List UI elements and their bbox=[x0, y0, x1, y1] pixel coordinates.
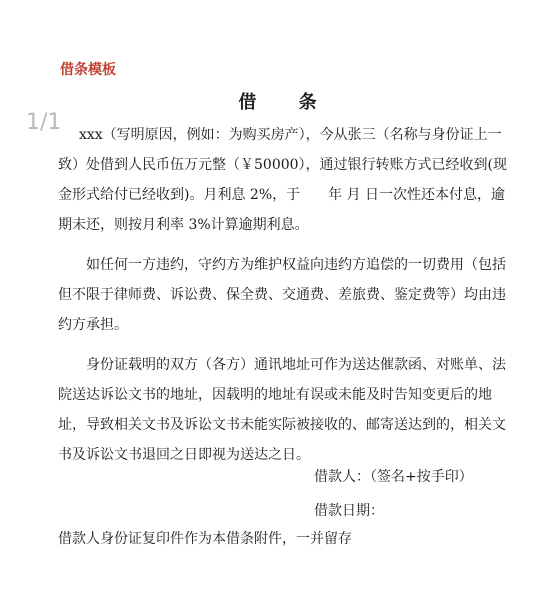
loan-date-line: 借款日期： bbox=[314, 503, 384, 519]
page-indicator: 1/1 bbox=[26, 110, 62, 135]
paragraph-service-address: 身份证载明的双方（各方）通讯地址可作为送达催款函、对账单、法院送达诉讼文书的地址，因载明的地址有误或未能及时告知变更后的地址，导致相关文书及诉讼文书未能实际被接收的、邮寄送达到的，相关文书及诉讼文书退回之日即视为送达之日。 bbox=[58, 357, 506, 463]
paragraph-loan-terms: xxx（写明原因，例如：为购买房产），今从张三（名称与身份证上一致）处借到人民币伍万元整（￥50000），通过银行转账方式已经收到(现金形式给付已经收到)。月利息 2%，于 年 月 日一次性还本付息，逾期未还，则按月利率 3%计算逾期利息。 bbox=[58, 127, 507, 233]
paragraph-breach: 如任何一方违约，守约方为维护权益向违约方追偿的一切费用（包括但不限于律师费、诉讼费、保全费、交通费、差旅费、鉴定费等）均由违约方承担。 bbox=[58, 257, 506, 333]
borrower-signature-line: 借款人：（签名+按手印） bbox=[314, 469, 473, 485]
template-label: 借条模板 bbox=[60, 62, 116, 78]
signature-block bbox=[314, 462, 534, 530]
document-body bbox=[58, 120, 508, 470]
document-title: 借 条 bbox=[238, 92, 335, 113]
attachment-note: 借款人身份证复印件作为本借条附件，一并留存 bbox=[58, 531, 352, 547]
